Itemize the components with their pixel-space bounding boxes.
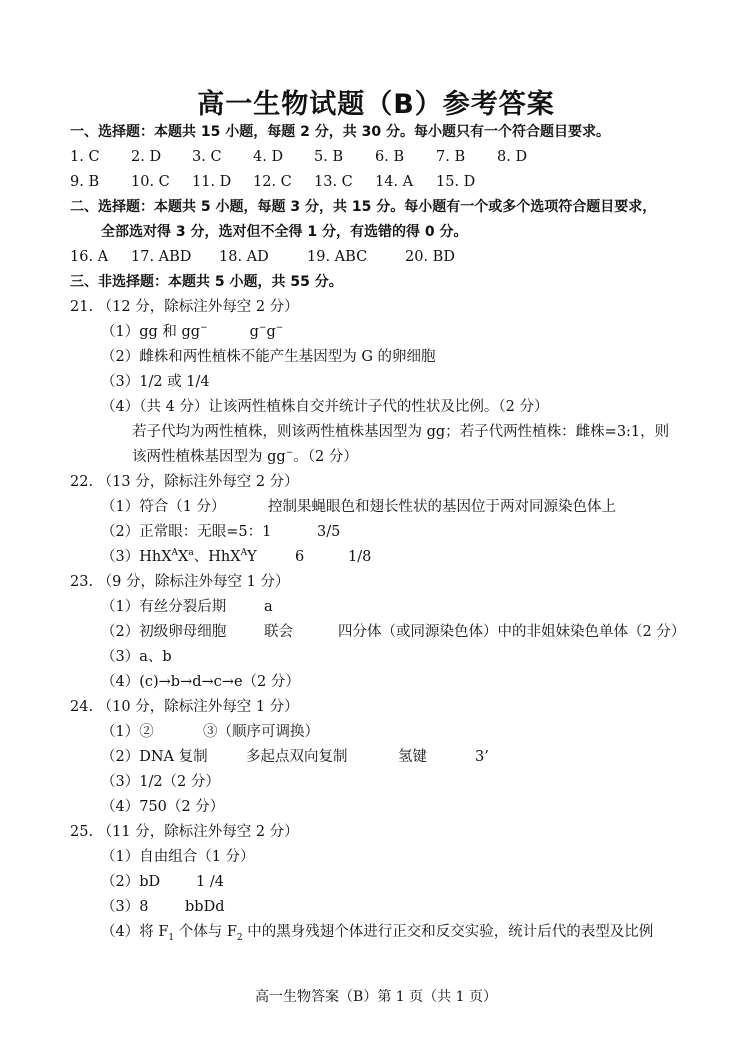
q22-heading: 22. （13 分，除标注外每空 2 分） [70,474,299,490]
q22-a3-text: Y [247,549,257,565]
q21-a1-text: （1）gg 和 gg [101,324,201,340]
q22-a3-text: （3）HhX [101,549,172,565]
mc-row-2 [70,172,497,192]
q21-a4-text: 。（2 分） [293,449,358,465]
q24-answer-1: （1）② [101,724,154,740]
q25-a4-text: （4）将 F [101,924,169,940]
answer-item: 15. D [436,174,476,190]
answer-item: 16. A [70,249,109,265]
q23-heading: 23. （9 分，除标注外每空 1 分） [70,574,290,590]
answer-item: 10. C [131,174,170,190]
q22-answer-2: （2）正常眼：无眼=5：1 [101,524,272,540]
superscript: a [188,548,194,559]
answer-item: 13. C [314,174,353,190]
answer-item: 14. A [375,174,414,190]
multi-choice-row [70,247,466,267]
q22-answer-1b: 控制果蝇眼色和翅长性状的基因位于两对同源染色体上 [268,499,616,515]
q25-heading: 25. （11 分，除标注外每空 2 分） [70,824,299,840]
q25-a4-text: 个体与 F [174,924,237,940]
page-title: 高一生物试题（B）参考答案 [197,89,555,120]
answer-item: 20. BD [405,249,455,265]
section1-heading: 一、选择题：本题共 15 小题，每题 2 分，共 30 分。每小题只有一个符合题目要求。 [70,124,610,140]
answer-item: 8. D [497,149,528,165]
page-footer: 高一生物答案（B）第 1 页（共 1 页） [255,989,497,1005]
q24-answer-2d: 3’ [475,749,489,765]
answer-item: 12. C [253,174,292,190]
q21-a1-genotype: g [266,324,276,340]
q24-answer-4: （4）750（2 分） [101,799,225,815]
q21-answer-4-line2: 若子代均为两性植株，则该两性植株基因型为 gg；若子代两性植株：雌株=3:1，则 [132,424,670,440]
q23-answer-3: （3）a、b [101,649,172,665]
q23-answer-1: （1）有丝分裂后期 [101,599,227,615]
superscript: − [285,448,294,459]
q22-answer-3c: 1/8 [348,549,372,565]
answer-item: 7. B [436,149,466,165]
section2-heading-line2: 全部选对得 3 分，选对但不全得 1 分，有选错的得 0 分。 [101,224,468,240]
q24-answer-2: （2）DNA 复制 [101,749,208,765]
answer-item: 1. C [70,149,100,165]
subscript: 1 [168,932,175,943]
q25-a4-text: 中的黑身残翅个体进行正交和反交实验，统计后代的表型及比例 [242,924,654,940]
q24-answer-3: （3）1/2（2 分） [101,774,220,790]
answer-item: 18. AD [219,249,269,265]
q24-heading: 24. （10 分，除标注外每空 1 分） [70,699,299,715]
q25-answer-2b: 1 /4 [196,874,224,890]
q22-a3-text: 、HhX [193,549,241,565]
q25-answer-2: （2）bD [101,874,161,890]
q23-answer-4: （4）(c)→b→d→c→e（2 分） [101,674,300,690]
q21-answer-4-line3 [132,447,358,467]
q22-answer-1: （1）符合（1 分） [101,499,226,515]
answer-item: 2. D [131,149,162,165]
q23-answer-2b: 联会 [264,624,293,640]
superscript: A [240,548,248,559]
q24-answer-1b: ③（顺序可调换） [203,724,319,740]
answer-item: 3. C [192,149,222,165]
answer-item: 9. B [70,174,100,190]
q21-answer-1 [101,322,283,342]
superscript: − [258,323,267,334]
q23-answer-2c: 四分体（或同源染色体）中的非姐妹染色单体（2 分） [338,624,686,640]
answer-item: 17. ABD [131,249,192,265]
q22-a3-text: X [178,549,189,565]
q24-answer-2b: 多起点双向复制 [246,749,348,765]
q24-answer-2c: 氢键 [398,749,427,765]
q21-heading: 21. （12 分，除标注外每空 2 分） [70,299,299,315]
answer-item: 5. B [314,149,344,165]
answer-item: 4. D [253,149,284,165]
q21-answer-2: （2）雌株和两性植株不能产生基因型为 G 的卵细胞 [101,349,436,365]
q22-answer-3 [101,547,257,567]
q25-answer-3: （3）8 [101,899,149,915]
q22-answer-2b: 3/5 [317,524,341,540]
superscript: − [275,323,284,334]
section3-heading: 三、非选择题：本题共 5 小题，共 55 分。 [70,274,343,290]
answer-item: 6. B [375,149,405,165]
q25-answer-1: （1）自由组合（1 分） [101,849,255,865]
q22-answer-3b: 6 [295,549,305,565]
q23-answer-1b: a [264,599,273,615]
answer-item: 11. D [192,174,232,190]
q25-answer-4 [101,922,653,942]
mc-row-1 [70,147,558,167]
superscript: − [200,323,208,334]
q21-a4-text: 该两性植株基因型为 gg [132,449,286,465]
answer-item: 19. ABC [307,249,368,265]
q21-answer-3: （3）1/2 或 1/4 [101,374,210,390]
q23-answer-2: （2）初级卵母细胞 [101,624,227,640]
subscript: 2 [236,932,243,943]
superscript: A [171,548,179,559]
q25-answer-3b: bbDd [185,899,225,915]
q21-a1-genotype: g [249,324,259,340]
section2-heading: 二、选择题：本题共 5 小题，每题 3 分，共 15 分。每小题有一个或多个选项符合题目要求， [70,199,657,215]
q21-answer-4: （4）（共 4 分）让该两性植株自交并统计子代的性状及比例。（2 分） [101,399,549,415]
